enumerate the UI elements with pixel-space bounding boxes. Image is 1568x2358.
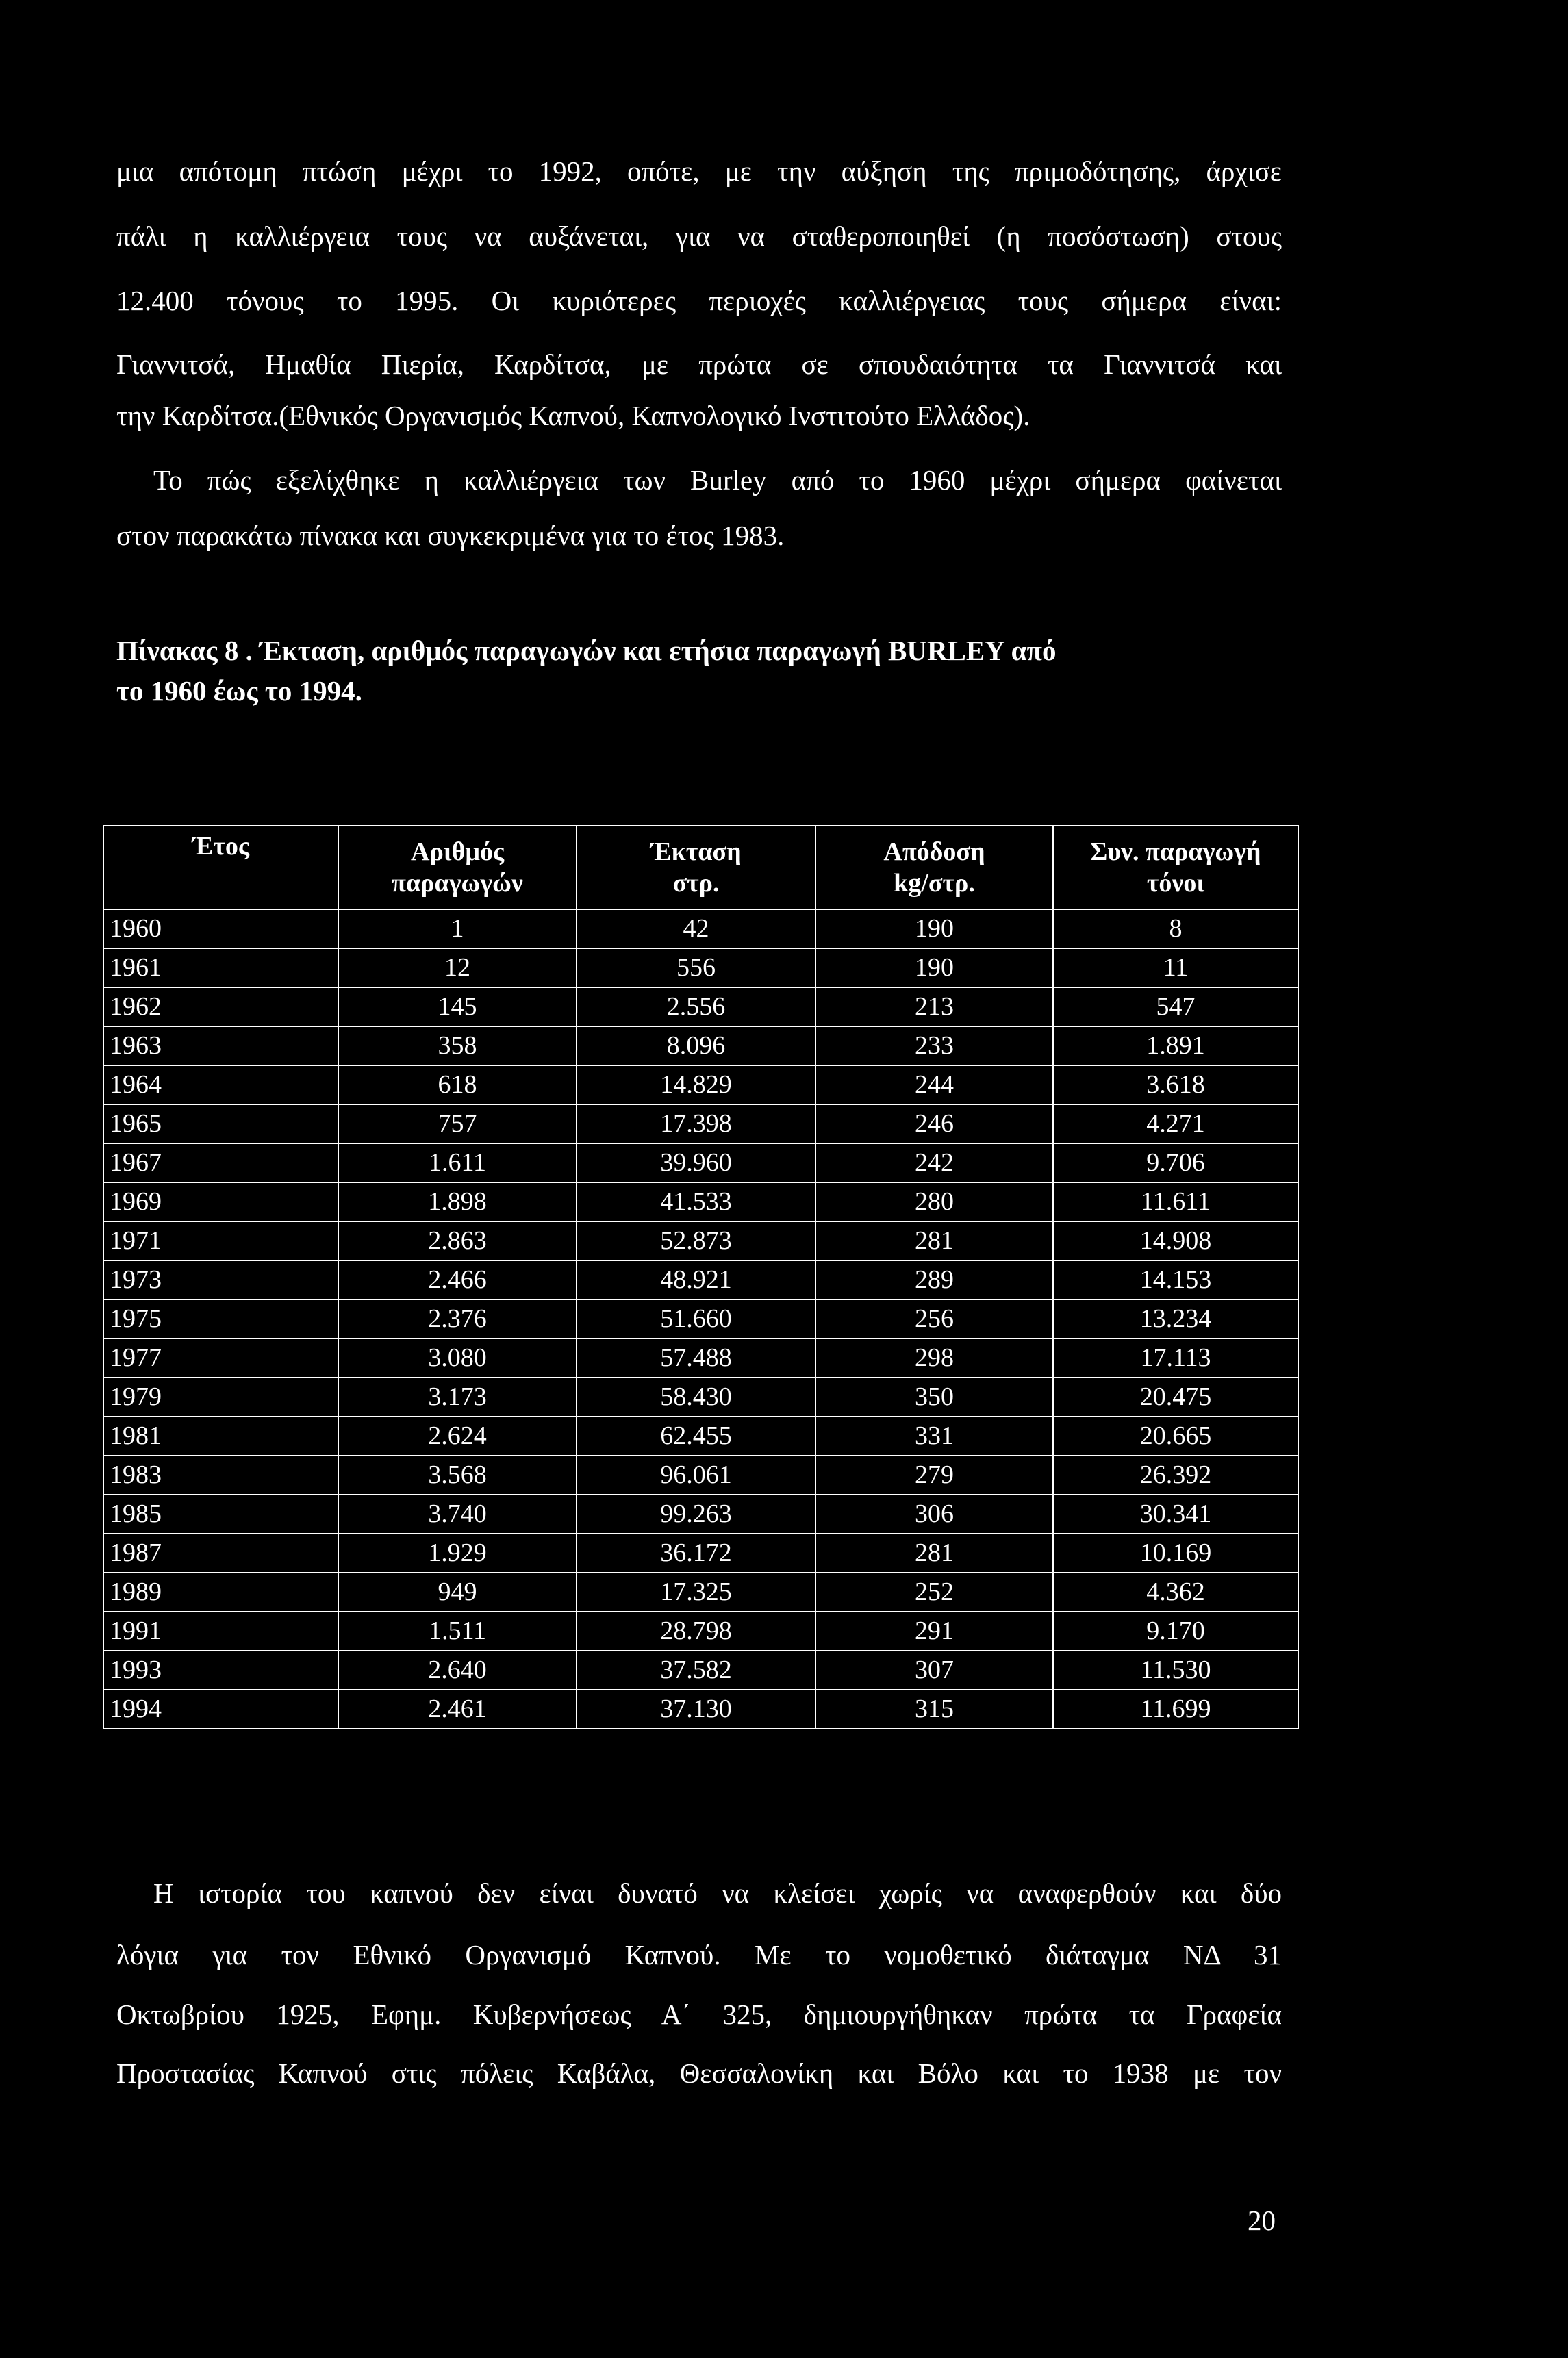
cell-total-production: 20.665 [1053, 1417, 1298, 1456]
cell-area: 58.430 [577, 1378, 815, 1417]
cell-year: 1967 [103, 1143, 338, 1182]
cell-producers: 1.611 [338, 1143, 577, 1182]
text-line: πάλι η καλλιέργεια τους να αυξάνεται, για να σταθεροποιηθεί (η ποσόστωση) στους [116, 220, 1282, 252]
cell-yield: 246 [815, 1104, 1053, 1143]
cell-producers: 358 [338, 1026, 577, 1065]
cell-year: 1965 [103, 1104, 338, 1143]
table-row [103, 1534, 1298, 1573]
cell-yield: 291 [815, 1612, 1053, 1651]
table-row [103, 987, 1298, 1026]
text-line: μια απότομη πτώση μέχρι το 1992, οπότε, με την αύξηση της πριμοδότησης, άρχισε [116, 155, 1282, 187]
cell-yield: 331 [815, 1417, 1053, 1456]
cell-area: 14.829 [577, 1065, 815, 1104]
cell-area: 36.172 [577, 1534, 815, 1573]
cell-yield: 281 [815, 1221, 1053, 1260]
cell-yield: 289 [815, 1260, 1053, 1300]
table-row [103, 1065, 1298, 1104]
cell-year: 1991 [103, 1612, 338, 1651]
cell-total-production: 14.153 [1053, 1260, 1298, 1300]
cell-total-production: 10.169 [1053, 1534, 1298, 1573]
header-area: Έκταση στρ. [577, 826, 815, 909]
table-row [103, 1612, 1298, 1651]
table-row [103, 1143, 1298, 1182]
table-row [103, 1339, 1298, 1378]
cell-yield: 242 [815, 1143, 1053, 1182]
cell-area: 37.130 [577, 1690, 815, 1729]
cell-area: 17.325 [577, 1573, 815, 1612]
cell-producers: 757 [338, 1104, 577, 1143]
cell-producers: 1.929 [338, 1534, 577, 1573]
cell-yield: 190 [815, 948, 1053, 987]
cell-total-production: 11.530 [1053, 1651, 1298, 1690]
cell-area: 556 [577, 948, 815, 987]
cell-producers: 1.511 [338, 1612, 577, 1651]
cell-yield: 298 [815, 1339, 1053, 1378]
cell-area: 28.798 [577, 1612, 815, 1651]
cell-yield: 279 [815, 1456, 1053, 1495]
cell-producers: 618 [338, 1065, 577, 1104]
table-row [103, 1300, 1298, 1339]
cell-yield: 252 [815, 1573, 1053, 1612]
table-row [103, 1260, 1298, 1300]
cell-year: 1983 [103, 1456, 338, 1495]
cell-producers: 3.173 [338, 1378, 577, 1417]
cell-area: 8.096 [577, 1026, 815, 1065]
text-line: Γιαννιτσά, Ημαθία Πιερία, Καρδίτσα, με πρώτα σε σπουδαιότητα τα Γιαννιτσά και [116, 348, 1282, 380]
cell-area: 48.921 [577, 1260, 815, 1300]
cell-total-production: 4.271 [1053, 1104, 1298, 1143]
header-producers: Αριθμός παραγωγών [338, 826, 577, 909]
cell-total-production: 547 [1053, 987, 1298, 1026]
cell-total-production: 11.699 [1053, 1690, 1298, 1729]
table-row [103, 1690, 1298, 1729]
cell-yield: 315 [815, 1690, 1053, 1729]
cell-yield: 213 [815, 987, 1053, 1026]
cell-yield: 280 [815, 1182, 1053, 1221]
caption-line: Πίνακας 8 . Έκταση, αριθμός παραγωγών και ετήσια παραγωγή BURLEY από [116, 635, 1057, 666]
cell-year: 1993 [103, 1651, 338, 1690]
cell-producers: 12 [338, 948, 577, 987]
cell-yield: 307 [815, 1651, 1053, 1690]
table-row [103, 1182, 1298, 1221]
cell-total-production: 3.618 [1053, 1065, 1298, 1104]
table-row [103, 948, 1298, 987]
cell-total-production: 8 [1053, 909, 1298, 948]
cell-producers: 3.568 [338, 1456, 577, 1495]
cell-year: 1994 [103, 1690, 338, 1729]
cell-total-production: 4.362 [1053, 1573, 1298, 1612]
table-row [103, 909, 1298, 948]
header-yield: Απόδοση kg/στρ. [815, 826, 1053, 909]
cell-year: 1977 [103, 1339, 338, 1378]
cell-total-production: 1.891 [1053, 1026, 1298, 1065]
cell-yield: 350 [815, 1378, 1053, 1417]
cell-area: 17.398 [577, 1104, 815, 1143]
cell-year: 1962 [103, 987, 338, 1026]
cell-area: 37.582 [577, 1651, 815, 1690]
cell-yield: 306 [815, 1495, 1053, 1534]
cell-area: 42 [577, 909, 815, 948]
cell-area: 96.061 [577, 1456, 815, 1495]
cell-area: 62.455 [577, 1417, 815, 1456]
text-line: την Καρδίτσα.(Εθνικός Οργανισμός Καπνού, Καπνολογικό Ινστιτούτο Ελλάδος). [116, 400, 1030, 431]
cell-total-production: 9.706 [1053, 1143, 1298, 1182]
burley-production-table [103, 825, 1299, 1729]
cell-producers: 1.898 [338, 1182, 577, 1221]
cell-yield: 190 [815, 909, 1053, 948]
cell-year: 1981 [103, 1417, 338, 1456]
table-row [103, 1417, 1298, 1456]
header-total-production: Συν. παραγωγή τόνοι [1053, 826, 1298, 909]
text-line: Προστασίας Καπνού στις πόλεις Καβάλα, Θεσσαλονίκη και Βόλο και το 1938 με τον [116, 2057, 1282, 2089]
table-row [103, 1495, 1298, 1534]
table-row [103, 1573, 1298, 1612]
table-row [103, 1651, 1298, 1690]
cell-producers: 1 [338, 909, 577, 948]
cell-producers: 2.640 [338, 1651, 577, 1690]
cell-area: 57.488 [577, 1339, 815, 1378]
table-row [103, 1026, 1298, 1065]
caption-line: το 1960 έως το 1994. [116, 675, 362, 707]
cell-year: 1969 [103, 1182, 338, 1221]
cell-total-production: 14.908 [1053, 1221, 1298, 1260]
cell-producers: 3.740 [338, 1495, 577, 1534]
table-row [103, 1378, 1298, 1417]
cell-total-production: 17.113 [1053, 1339, 1298, 1378]
table-row [103, 1221, 1298, 1260]
cell-year: 1961 [103, 948, 338, 987]
cell-total-production: 13.234 [1053, 1300, 1298, 1339]
cell-yield: 256 [815, 1300, 1053, 1339]
cell-yield: 281 [815, 1534, 1053, 1573]
cell-producers: 949 [338, 1573, 577, 1612]
cell-area: 41.533 [577, 1182, 815, 1221]
cell-total-production: 30.341 [1053, 1495, 1298, 1534]
cell-area: 51.660 [577, 1300, 815, 1339]
header-year: Έτος [103, 826, 338, 909]
cell-total-production: 20.475 [1053, 1378, 1298, 1417]
text-line: στον παρακάτω πίνακα και συγκεκριμένα για το έτος 1983. [116, 520, 785, 551]
text-line: λόγια για τον Εθνικό Οργανισμό Καπνού. Με το νομοθετικό διάταγμα ΝΔ 31 [116, 1939, 1282, 1970]
cell-year: 1973 [103, 1260, 338, 1300]
cell-area: 2.556 [577, 987, 815, 1026]
cell-year: 1963 [103, 1026, 338, 1065]
cell-yield: 233 [815, 1026, 1053, 1065]
cell-producers: 2.863 [338, 1221, 577, 1260]
table-header-row [103, 826, 1298, 909]
cell-total-production: 9.170 [1053, 1612, 1298, 1651]
cell-year: 1989 [103, 1573, 338, 1612]
cell-area: 52.873 [577, 1221, 815, 1260]
cell-year: 1960 [103, 909, 338, 948]
table-body [103, 909, 1298, 1729]
cell-year: 1975 [103, 1300, 338, 1339]
text-line: 12.400 τόνους το 1995. Οι κυριότερες περιοχές καλλιέργειας τους σήμερα είναι: [116, 285, 1282, 316]
cell-year: 1964 [103, 1065, 338, 1104]
cell-total-production: 11.611 [1053, 1182, 1298, 1221]
cell-year: 1985 [103, 1495, 338, 1534]
text-line: Η ιστορία του καπνού δεν είναι δυνατό να κλείσει χωρίς να αναφερθούν και δύο [153, 1877, 1282, 1909]
cell-total-production: 11 [1053, 948, 1298, 987]
cell-year: 1979 [103, 1378, 338, 1417]
text-line: Το πώς εξελίχθηκε η καλλιέργεια των Burley από το 1960 μέχρι σήμερα φαίνεται [153, 464, 1282, 496]
cell-producers: 2.624 [338, 1417, 577, 1456]
cell-area: 99.263 [577, 1495, 815, 1534]
cell-year: 1971 [103, 1221, 338, 1260]
page-number: 20 [1248, 2205, 1276, 2236]
cell-area: 39.960 [577, 1143, 815, 1182]
cell-producers: 145 [338, 987, 577, 1026]
cell-producers: 2.461 [338, 1690, 577, 1729]
cell-year: 1987 [103, 1534, 338, 1573]
cell-producers: 2.376 [338, 1300, 577, 1339]
cell-yield: 244 [815, 1065, 1053, 1104]
table-row [103, 1104, 1298, 1143]
cell-producers: 2.466 [338, 1260, 577, 1300]
cell-producers: 3.080 [338, 1339, 577, 1378]
table-row [103, 1456, 1298, 1495]
cell-total-production: 26.392 [1053, 1456, 1298, 1495]
text-line: Οκτωβρίου 1925, Εφημ. Κυβερνήσεως Α΄ 325, δημιουργήθηκαν πρώτα τα Γραφεία [116, 1999, 1282, 2030]
